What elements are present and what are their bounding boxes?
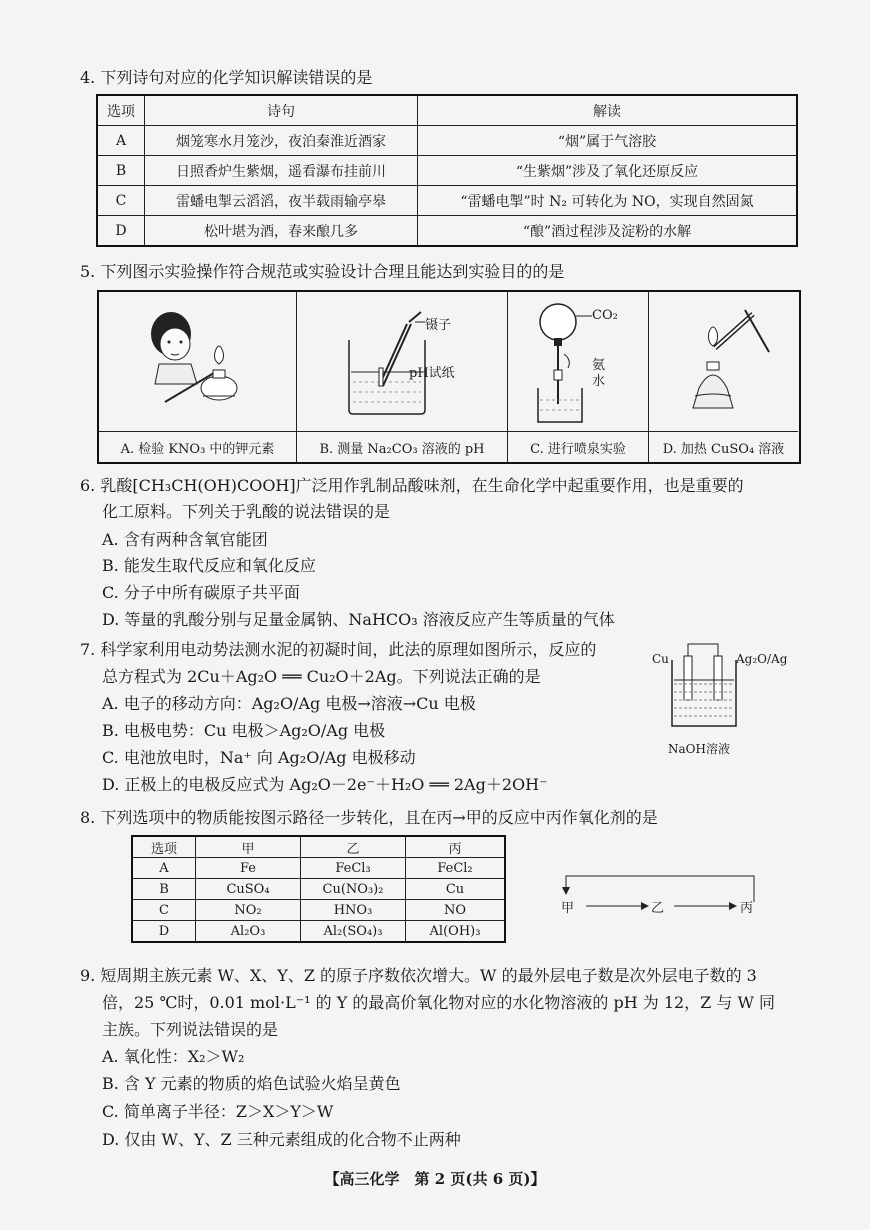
co2-label: CO₂ <box>592 308 618 323</box>
q9-option-c: C. 简单离子半径：Z＞X＞Y＞W <box>102 1102 334 1121</box>
q9-option-d: D. 仅由 W、Y、Z 三种元素组成的化合物不止两种 <box>102 1130 461 1149</box>
q8-cell: FeCl₂ <box>406 858 506 879</box>
ph-measurement-illustration <box>297 292 507 432</box>
q8-header: 乙 <box>301 836 406 858</box>
q4-cell: B <box>97 156 145 186</box>
q4-cell: D <box>97 216 145 247</box>
q4-cell: 日照香炉生紫烟，遥看瀑布挂前川 <box>145 156 418 186</box>
q8-cell: CuSO₄ <box>196 879 301 900</box>
q8-cell: Fe <box>196 858 301 879</box>
q7-stem-line1: 7. 科学家利用电动势法测水泥的初凝时间，此法的原理如图所示，反应的 <box>80 640 597 659</box>
naoh-solution-label: NaOH溶液 <box>668 742 730 756</box>
q8-header: 选项 <box>132 836 196 858</box>
ag2o-electrode-label: Ag₂O/Ag <box>736 652 788 666</box>
q8-cell: B <box>132 879 196 900</box>
q7-option-a: A. 电子的移动方向：Ag₂O/Ag 电极→溶液→Cu 电极 <box>102 694 476 713</box>
q4-cell: 松叶堪为酒，春来酿几多 <box>145 216 418 247</box>
path-node-yi: 乙 <box>651 901 665 916</box>
q9-stem-line2: 倍，25 ℃时，0.01 mol·L⁻¹ 的 Y 的最高价氧化物对应的水化物溶液的 pH 为 12，Z 与 W 同 <box>102 993 776 1012</box>
page-footer: 【高三化学 第 2 页(共 6 页)】 <box>324 1170 546 1188</box>
q5-panel-c <box>508 292 649 462</box>
q8-cell: Al₂(SO₄)₃ <box>301 921 406 943</box>
q8-cell: HNO₃ <box>301 900 406 921</box>
q5-caption-a: A. 检验 KNO₃ 中的钾元素 <box>99 431 296 462</box>
q5-figure-row <box>97 290 801 464</box>
q6-option-a: A. 含有两种含氧官能团 <box>102 530 268 549</box>
q9-stem-line1: 9. 短周期主族元素 W、X、Y、Z 的原子序数依次增大。W 的最外层电子数是次外层电子数的 3 <box>80 966 757 985</box>
table-row <box>97 216 797 247</box>
table-row <box>132 921 505 943</box>
q8-header: 甲 <box>196 836 301 858</box>
q4-header-option: 选项 <box>97 95 145 126</box>
q6-option-b: B. 能发生取代反应和氧化反应 <box>102 556 316 575</box>
ammonia-label-1: 氨 <box>592 358 606 373</box>
path-node-bing: 丙 <box>740 901 754 916</box>
q7-option-d: D. 正极上的电极反应式为 Ag₂O－2e⁻＋H₂O ══ 2Ag＋2OH⁻ <box>102 775 548 794</box>
q8-cell: A <box>132 858 196 879</box>
q5-caption-d: D. 加热 CuSO₄ 溶液 <box>649 431 798 462</box>
q6-option-c: C. 分子中所有碳原子共平面 <box>102 583 300 602</box>
q8-cell: D <box>132 921 196 943</box>
q9-option-a: A. 氧化性：X₂＞W₂ <box>102 1047 245 1066</box>
q9-option-b: B. 含 Y 元素的物质的焰色试验火焰呈黄色 <box>102 1074 401 1093</box>
q5-panel-d <box>649 292 798 462</box>
table-row <box>132 858 505 879</box>
q8-cell: Al₂O₃ <box>196 921 301 943</box>
q8-header: 丙 <box>406 836 506 858</box>
q4-header-interpretation: 解读 <box>418 95 798 126</box>
q8-cell: NO <box>406 900 506 921</box>
table-row <box>132 879 505 900</box>
q4-header-verse: 诗句 <box>145 95 418 126</box>
table-row <box>132 900 505 921</box>
q5-stem: 5. 下列图示实验操作符合规范或实验设计合理且能达到实验目的的是 <box>80 262 565 281</box>
q5-caption-b: B. 测量 Na₂CO₃ 溶液的 pH <box>297 431 507 462</box>
table-row <box>97 126 797 156</box>
q5-panel-a <box>99 292 297 462</box>
q5-caption-c: C. 进行喷泉实验 <box>508 431 648 462</box>
q4-cell: 烟笼寒水月笼沙，夜泊秦淮近酒家 <box>145 126 418 156</box>
tweezers-label: 镊子 <box>425 318 452 333</box>
q7-stem-line2: 总方程式为 2Cu＋Ag₂O ══ Cu₂O＋2Ag。下列说法正确的是 <box>102 667 541 686</box>
ammonia-label-2: 水 <box>592 374 606 389</box>
q8-stem: 8. 下列选项中的物质能按图示路径一步转化，且在丙→甲的反应中丙作氧化剂的是 <box>80 808 658 827</box>
q6-option-d: D. 等量的乳酸分别与足量金属钠、NaHCO₃ 溶液反应产生等质量的气体 <box>102 610 615 629</box>
cu-electrode-label: Cu <box>652 652 669 666</box>
q4-table <box>96 94 798 247</box>
q4-cell: A <box>97 126 145 156</box>
table-row <box>97 186 797 216</box>
heating-illustration <box>649 292 798 432</box>
q4-stem: 4. 下列诗句对应的化学知识解读错误的是 <box>80 68 373 87</box>
q8-cell: Cu(NO₃)₂ <box>301 879 406 900</box>
flame-test-illustration <box>99 292 296 432</box>
q8-cell: C <box>132 900 196 921</box>
q5-panel-b <box>297 292 508 462</box>
path-node-jia: 甲 <box>561 901 575 916</box>
q4-cell: 雷蟠电掣云滔滔，夜半载雨输亭皋 <box>145 186 418 216</box>
q8-cell: FeCl₃ <box>301 858 406 879</box>
q4-cell: “雷蟠电掣”时 N₂ 可转化为 NO，实现自然固氮 <box>418 186 798 216</box>
table-row <box>97 156 797 186</box>
q4-cell: “烟”属于气溶胶 <box>418 126 798 156</box>
q6-stem-line2: 化工原料。下列关于乳酸的说法错误的是 <box>102 502 391 521</box>
ph-paper-label: pH试纸 <box>409 366 455 381</box>
q7-option-c: C. 电池放电时，Na⁺ 向 Ag₂O/Ag 电极移动 <box>102 748 416 767</box>
q7-option-b: B. 电极电势：Cu 电极＞Ag₂O/Ag 电极 <box>102 721 386 740</box>
q8-cell: NO₂ <box>196 900 301 921</box>
q8-cell: Al(OH)₃ <box>406 921 506 943</box>
fountain-experiment-illustration <box>508 292 648 432</box>
q6-stem-line1: 6. 乳酸[CH₃CH(OH)COOH]广泛用作乳制品酸味剂，在生命化学中起重要作用，也是重要的 <box>80 476 744 495</box>
q4-cell: “生紫烟”涉及了氧化还原反应 <box>418 156 798 186</box>
q4-cell: “酿”酒过程涉及淀粉的水解 <box>418 216 798 247</box>
q8-table <box>131 835 506 943</box>
q9-stem-line3: 主族。下列说法错误的是 <box>102 1020 279 1039</box>
q4-cell: C <box>97 186 145 216</box>
q8-cell: Cu <box>406 879 506 900</box>
